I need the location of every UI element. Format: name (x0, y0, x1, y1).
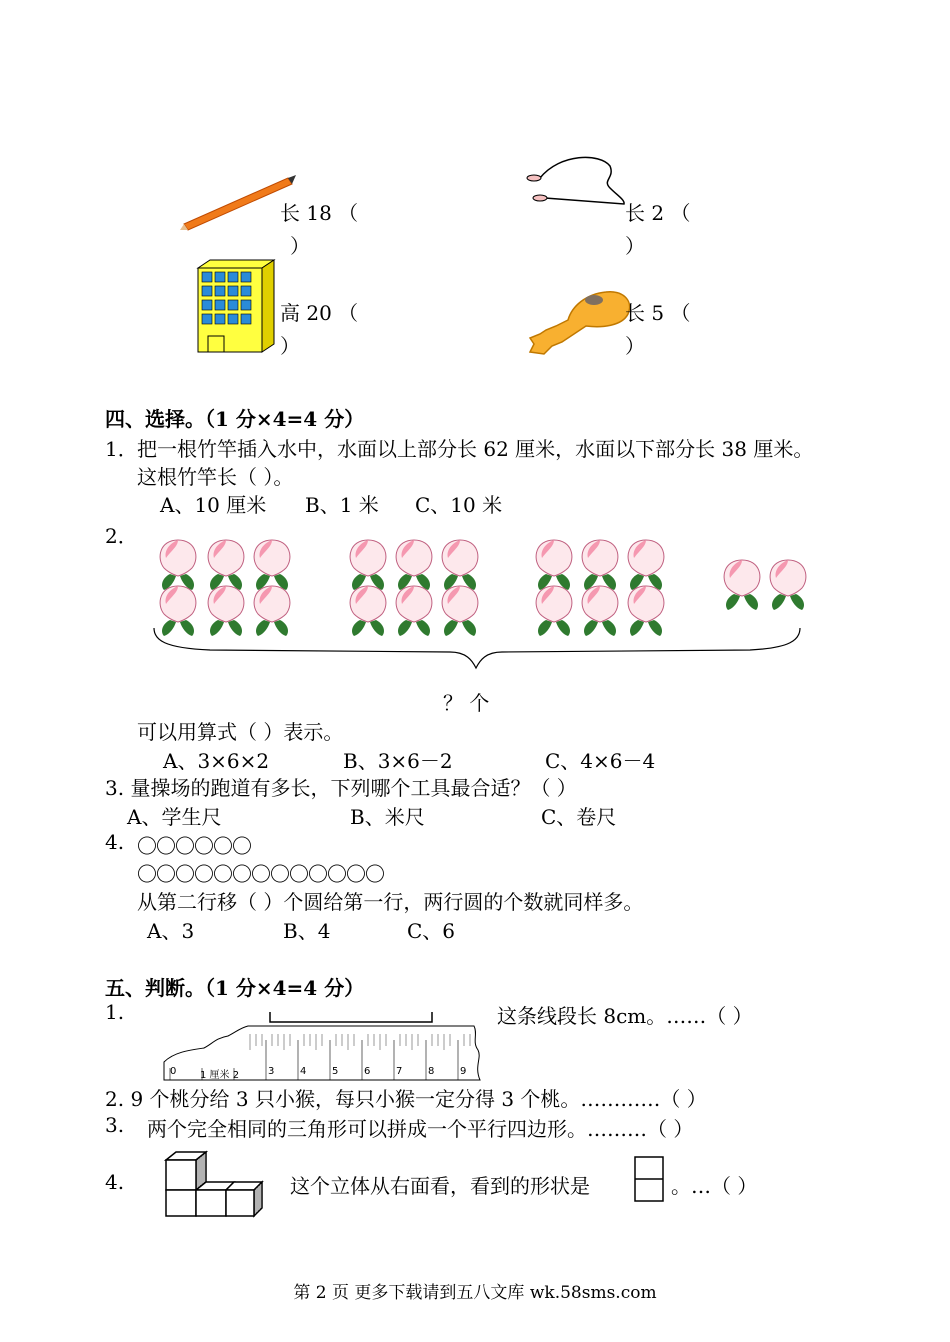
q3-text: 3. 量操场的跑道有多长，下列哪个工具最合适？（ ） (105, 776, 577, 800)
ruler-tick-6: 6 (364, 1066, 371, 1077)
rope-label: 长 2 （ (625, 201, 691, 225)
q3-option-a: A、学生尺 (127, 805, 222, 829)
key-answer-close: ） (625, 334, 645, 358)
building-label: 高 20 （ (280, 301, 359, 325)
jump-rope-image (520, 158, 630, 208)
ruler-tick-7: 7 (396, 1066, 403, 1077)
building-answer-close: ） (280, 334, 300, 358)
rope-answer-close: ） (625, 234, 645, 258)
j4-tail: 。…（ ） (671, 1174, 758, 1198)
pencil-answer-close: ） (290, 234, 310, 258)
q4-option-a: A、3 (147, 919, 195, 943)
j4-text: 这个立体从右面看，看到的形状是 (290, 1174, 590, 1198)
j1-text: 这条线段长 8cm。……（ ） (497, 1004, 753, 1028)
q4-number: 4. (105, 830, 125, 854)
q3-option-c: C、卷尺 (541, 805, 617, 829)
q2-text: 可以用算式（ ）表示。 (137, 720, 344, 744)
j1-number: 1. (105, 1000, 125, 1024)
key-image (522, 282, 632, 358)
section5-heading: 五、判断。（1 分×4=4 分） (105, 976, 365, 1000)
q3-option-b: B、米尺 (350, 805, 425, 829)
q1-text-line2: 这根竹竿长（ ）。 (137, 465, 294, 489)
peaches-image (150, 536, 820, 696)
q4-text: 从第二行移（ ）个圆给第一行，两行圆的个数就同样多。 (137, 890, 644, 914)
q1-option-b: B、1 米 (305, 493, 379, 517)
q1-number: 1． (105, 437, 138, 461)
ruler-tick-3: 3 (268, 1066, 275, 1077)
q2-option-b: B、3×6－2 (343, 749, 453, 773)
q2-option-c: C、4×6－4 (545, 749, 656, 773)
q4-circle-row2: 〇〇〇〇〇〇〇〇〇〇〇〇〇 (137, 862, 384, 886)
q2-option-a: A、3×6×2 (163, 749, 270, 773)
q4-option-c: C、6 (407, 919, 456, 943)
q4-option-b: B、4 (283, 919, 331, 943)
ruler-tick-4: 4 (300, 1066, 307, 1077)
q1-option-a: A、10 厘米 (160, 493, 267, 517)
ruler-tick-1: 1 厘米 2 (200, 1070, 240, 1081)
j3-number: 3. (105, 1113, 125, 1137)
ruler-tick-8: 8 (428, 1066, 435, 1077)
q2-brace-label: ？ 个 (443, 691, 490, 715)
q2-number: 2． (105, 524, 138, 548)
building-image (190, 256, 280, 356)
key-label: 长 5 （ (625, 301, 691, 325)
page-footer: 第 2 页 更多下载请到五八文库 wk.58sms.com (293, 1283, 657, 1303)
j2-text: 2. 9 个桃分给 3 只小猴，每只小猴一定分得 3 个桃。…………（ ） (105, 1087, 707, 1111)
ruler-tick-5: 5 (332, 1066, 339, 1077)
section4-heading: 四、选择。（1 分×4=4 分） (105, 407, 365, 431)
j4-number: 4. (105, 1170, 125, 1194)
ruler-tick-0: 0 (170, 1066, 177, 1077)
right-view-shape-image (634, 1156, 664, 1202)
q1-text-line1: 把一根竹竿插入水中，水面以上部分长 62 厘米，水面以下部分长 38 厘米。 (137, 437, 814, 461)
q1-option-c: C、10 米 (415, 493, 503, 517)
j3-text: 两个完全相同的三角形可以拼成一个平行四边形。………（ ） (147, 1117, 694, 1141)
ruler-tick-9: 9 (460, 1066, 467, 1077)
pencil-label: 长 18 （ (280, 201, 359, 225)
q4-circle-row1: 〇〇〇〇〇〇 (137, 834, 251, 858)
cube-solid-image (162, 1150, 262, 1216)
